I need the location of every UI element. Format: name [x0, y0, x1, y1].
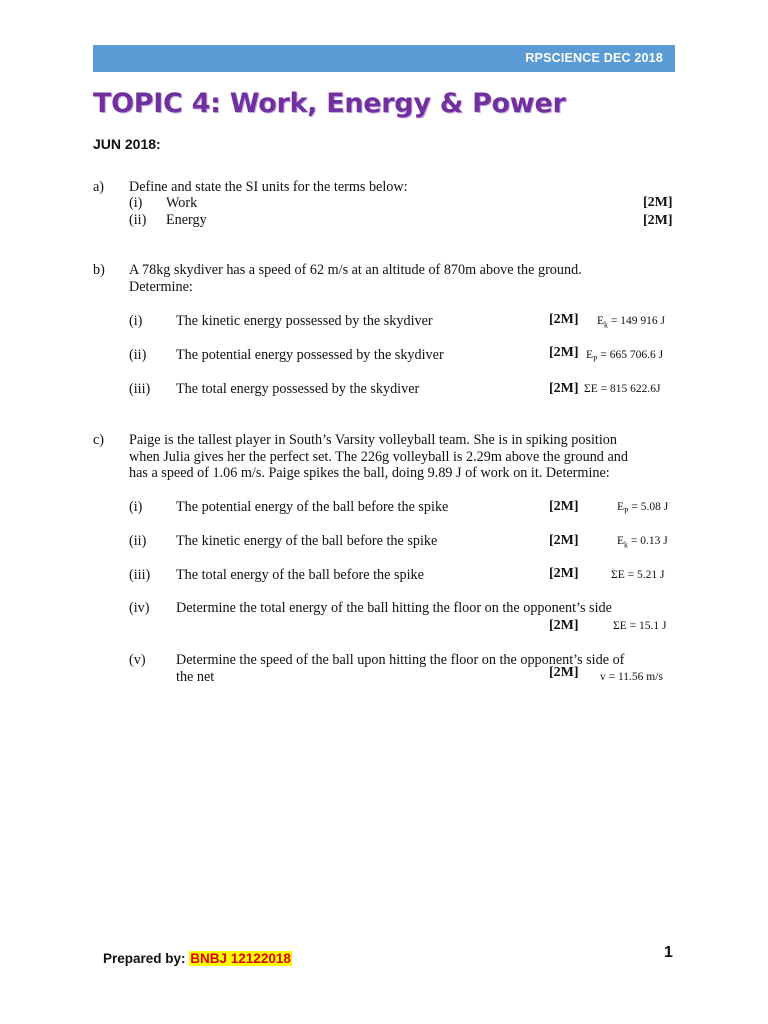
answer-text: $E_P = 665$ 706.6 J	[586, 349, 664, 364]
prepared-code: BNBJ 12122018	[190, 951, 291, 966]
question-stem-b-line2: Determine:	[129, 279, 193, 295]
answer-text: v = 11.56 m/s	[600, 671, 663, 683]
question-label-c: c)	[93, 432, 105, 448]
question-stem-a: Define and state the SI units for the terms below:	[129, 179, 408, 195]
part-number: (ii)	[129, 347, 147, 363]
marks-label: [2M]	[549, 381, 579, 396]
question-stem-b-line1: A 78kg skydiver has a speed of 62 m/s at an altitude of 870m above the ground.	[129, 262, 582, 278]
answer-text: ΣE = 5.21 J	[611, 569, 665, 581]
question-label-b: b)	[93, 262, 105, 278]
part-text: The kinetic energy of the ball before the spike	[176, 533, 438, 549]
part-text: Determine the total energy of the ball hitting the floor on the opponent’s side	[176, 600, 612, 616]
part-text: Work	[166, 195, 198, 211]
marks-label: [2M]	[549, 533, 579, 548]
question-stem-c-line1: Paige is the tallest player in South’s Varsity volleyball team. She is in spiking position	[129, 432, 617, 448]
part-number: (i)	[129, 313, 143, 329]
page-number: 1	[664, 944, 673, 961]
part-number: (iv)	[129, 600, 150, 616]
marks-label: [2M]	[643, 195, 673, 210]
part-text: The kinetic energy possessed by the skydiver	[176, 313, 433, 329]
marks-label: [2M]	[549, 665, 579, 680]
part-number: (ii)	[129, 212, 147, 228]
marks-label: [2M]	[549, 312, 579, 327]
part-text: Energy	[166, 212, 207, 228]
banner-text: RPSCIENCE DEC 2018	[525, 51, 663, 65]
marks-label: [2M]	[549, 566, 579, 581]
part-number: (iii)	[129, 381, 151, 397]
answer-text: ΣE = 815 622.6J	[584, 383, 661, 395]
session-heading: JUN 2018:	[93, 136, 161, 152]
part-text: The potential energy possessed by the skydiver	[176, 347, 444, 363]
answer-text: ΣE = 15.1 J	[613, 620, 667, 632]
marks-label: [2M]	[549, 345, 579, 360]
part-text-continued: the net	[176, 669, 215, 685]
part-number: (i)	[129, 195, 143, 211]
answer-text: $E_k = 0.13$ J	[617, 535, 668, 550]
part-text: The total energy possessed by the skydiver	[176, 381, 420, 397]
answer-text: $E_k = 149$ 916 J	[597, 315, 665, 330]
part-text: Determine the speed of the ball upon hitting the floor on the opponent’s side of	[176, 652, 625, 668]
part-number: (v)	[129, 652, 146, 668]
header-banner	[93, 45, 675, 72]
question-stem-c-line3: has a speed of 1.06 m/s. Paige spikes the ball, doing 9.89 J of work on it. Determine:	[129, 465, 610, 481]
marks-label: [2M]	[643, 213, 673, 228]
marks-label: [2M]	[549, 618, 579, 633]
answer-text: $E_P = 5.08$ J	[617, 501, 669, 516]
part-text: The potential energy of the ball before the spike	[176, 499, 449, 515]
question-label-a: a)	[93, 179, 105, 195]
part-number: (ii)	[129, 533, 147, 549]
part-text: The total energy of the ball before the spike	[176, 567, 424, 583]
marks-label: [2M]	[549, 499, 579, 514]
page-title: TOPIC 4: Work, Energy & Power	[93, 88, 566, 119]
prepared-by: Prepared by: BNBJ 12122018	[103, 951, 291, 966]
part-number: (i)	[129, 499, 143, 515]
part-number: (iii)	[129, 567, 151, 583]
question-stem-c-line2: when Julia gives her the perfect set. The 226g volleyball is 2.29m above the ground and	[129, 449, 628, 465]
